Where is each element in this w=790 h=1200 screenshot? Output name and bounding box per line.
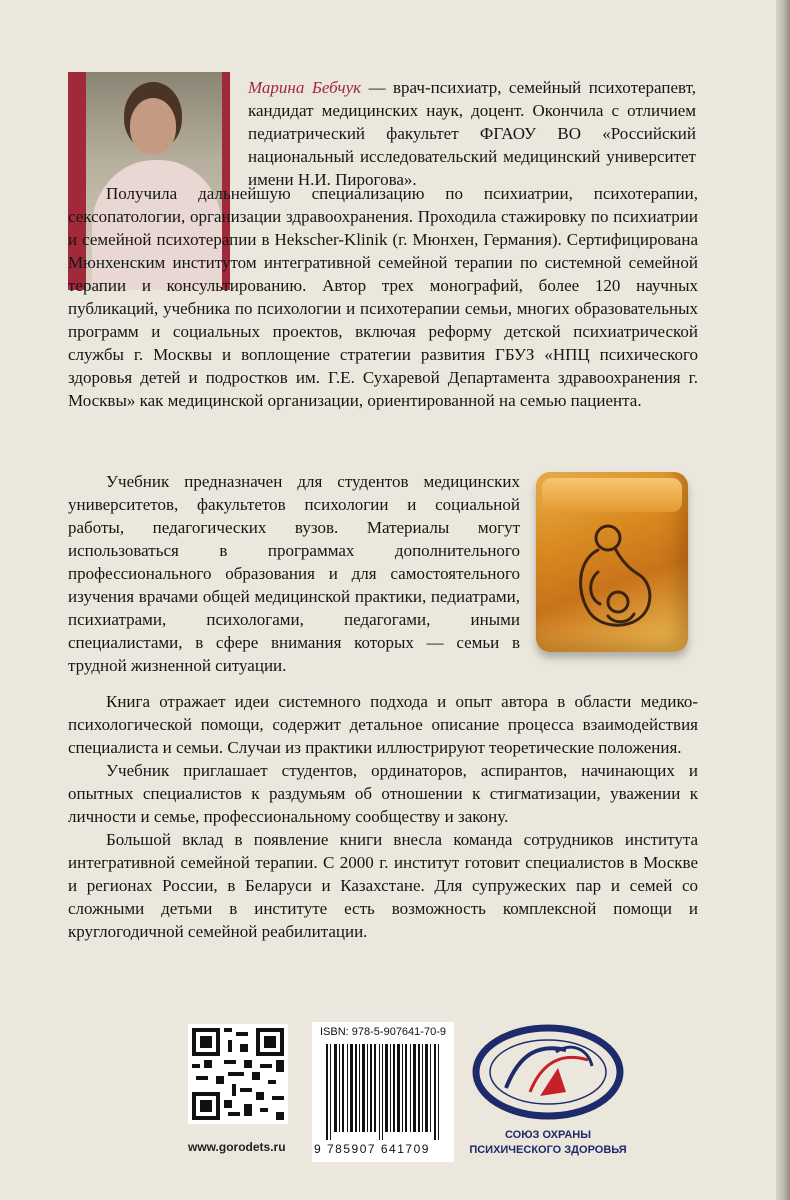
- organization-name-line-1: СОЮЗ ОХРАНЫ: [504, 1129, 592, 1141]
- description-paragraphs: [68, 690, 698, 943]
- barcode-digits: 9 785907 641709: [314, 1142, 430, 1156]
- organization-logo: [470, 1022, 626, 1122]
- description-paragraph-2: Книга отражает идеи системного подхода и опыт автора в области медико-психологической помощи, содержит детальное описание процесса взаимодействия специалиста и семьи. Случаи из практики иллюстрируют теоретические положения.: [68, 692, 698, 757]
- author-specialization: Получила дальнейшую специализацию по психиатрии, психотерапии, сексопатологии, организации здравоохранения. Проходила стажировку по психиатрии и семейной психотерапии в Heksсher-Klinik (г. Мюнхен, Германия). Сертифицирована Мюнхенским институтом интегративной семейной терапии по системной семейной терапии и консультированию. Автор трех монографий, более 120 научных публикаций, учебника по психологии и психотерапии семьи, многих образовательных программ и социальных проектов, включая реформу детской психиатрической службы г. Москвы и воплощение стратегии развития ГБУЗ «НПЦ психического здоровья детей и подростков им. Г.Е. Сухаревой Департамента здравоохранения г. Москвы» как медицинской организации, ориентированной на семью пациента.: [68, 184, 698, 410]
- description-paragraph-1: Учебник предназначен для студентов медицинских университетов, факультетов психологии и социальной работы, педагогических вузов. Материалы могут использоваться в программах дополнительного профессионального образования и для самостоятельного изучения врачами общей медицинской практики, педиатрами, психиатрами, психологами, педагогами, иными специалистами, в сфере внимания которых — семьи в трудной жизненной ситуации.: [68, 472, 520, 675]
- book-spine-edge: [776, 0, 790, 1200]
- description-paragraph-4: Большой вклад в появление книги внесла команда сотрудников института интегративной семейной терапии. С 2000 г. институт готовит специалистов в Москве и регионах России, в Беларуси и Казахстане. Для супружеских пар и семей со сложными детьми в институте есть возможность комплексной помощи и круглогодичной семейной реабилитации.: [68, 830, 698, 941]
- amber-cube-image: [536, 472, 688, 652]
- isbn-number: ISBN: 978-5-907641-70-9: [320, 1026, 446, 1038]
- mother-child-symbol-icon: [568, 520, 658, 640]
- organization-name-line-2: ПСИХИЧЕСКОГО ЗДОРОВЬЯ: [469, 1144, 627, 1156]
- author-bio-intro: [248, 76, 696, 191]
- publisher-website: www.gorodets.ru: [188, 1140, 286, 1154]
- qr-code: [188, 1024, 288, 1124]
- barcode-block: [312, 1022, 454, 1162]
- description-paragraph-3: Учебник приглашает студентов, ординаторов, аспирантов, начинающих и опытных специалистов к раздумьям об отношении к стигматизации, уважении к личности и семье, профессиональному сообществу и закону.: [68, 761, 698, 826]
- author-intro-text: — врач-психиатр, семейный психотерапевт, кандидат медицинских наук, доцент. Окончила с отличием педиатрический факультет ФГАОУ ВО «Российский национальный исследовательский медицинский университет имени Н.И. Пирогова».: [248, 78, 697, 189]
- ean-barcode: [326, 1044, 440, 1140]
- organization-name: [464, 1128, 632, 1158]
- author-name: Марина Бебчук: [248, 78, 362, 97]
